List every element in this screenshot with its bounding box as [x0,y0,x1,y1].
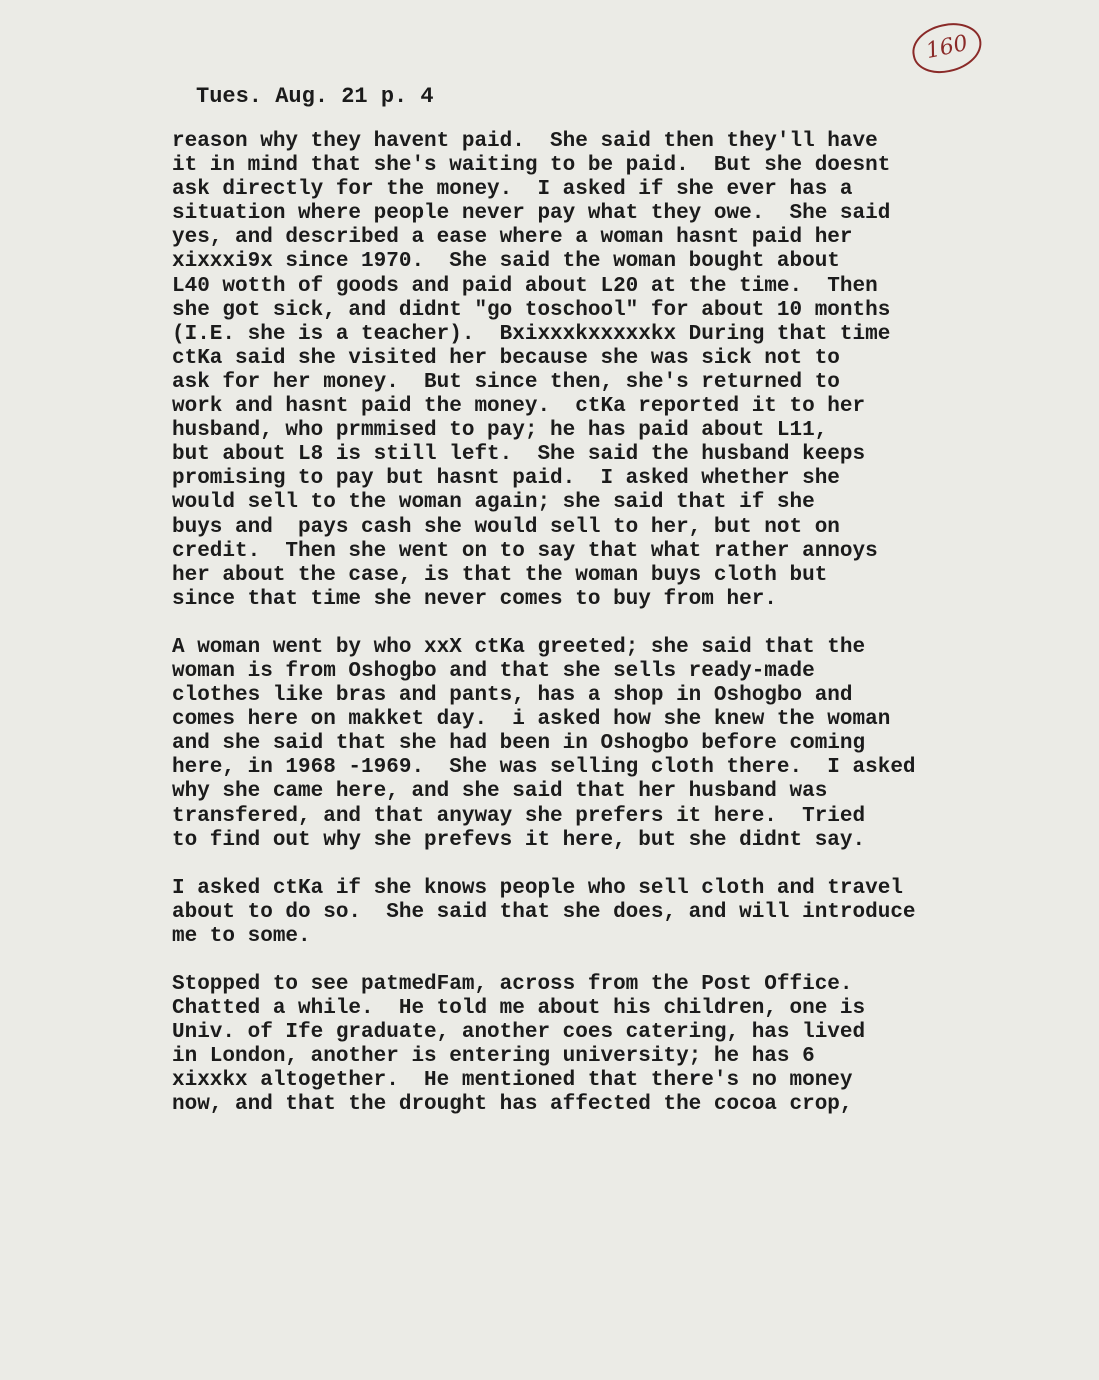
text-line: transfered, and that anyway she prefers it here. Tried [172,804,866,828]
text-line: she got sick, and didnt "go toschool" for about 10 months [172,298,891,322]
text-line: since that time she never comes to buy from her. [172,587,777,611]
text-line: Univ. of Ife graduate, another coes catering, has lived [172,1021,866,1045]
text-line: Stopped to see patmedFam, across from the Post Office. [172,973,853,996]
text-line: (I.E. she is a teacher). Bxixxxkxxxxxkx During that time [172,322,891,346]
text-line: I asked ctKa if she knows people who sell cloth and travel [172,876,903,900]
text-line: promising to pay but hasnt paid. I asked whether she [172,467,840,491]
text-line: yes, and described a ease where a woman hasnt paid her [172,226,853,250]
text-line: ask for her money. But since then, she's returned to [172,370,840,394]
text-line: xixxkx altogether. He mentioned that there's no money [172,1069,853,1093]
text-line: xixxxi9x since 1970. She said the woman bought about [172,250,840,274]
text-line: and she said that she had been in Oshogbo before coming [172,732,866,756]
text-line: clothes like bras and pants, has a shop in Oshogbo and [172,684,853,708]
text-line: work and hasnt paid the money. ctKa reported it to her [172,395,866,419]
text-line: L40 wotth of goods and paid about L20 at the time. Then [172,274,878,298]
text-line: woman is from Oshogbo and that she sells ready-made [172,659,815,683]
text-line: it in mind that she's waiting to be paid. But she doesnt [172,154,891,178]
text-line: me to some. [172,924,311,948]
handwritten-page-number: 160 [908,17,986,79]
text-line: reason why they havent paid. She said then they'll have [172,130,878,153]
date-header: Tues. Aug. 21 p. 4 [196,84,434,109]
text-line: credit. Then she went on to say that what rather annoys [172,539,878,563]
typed-body [172,130,1052,1142]
text-line: ctKa said she visited her because she was sick not to [172,346,840,370]
paragraph [172,130,1052,612]
text-line: her about the case, is that the woman buys cloth but [172,563,828,587]
text-line: in London, another is entering university; he has 6 [172,1045,815,1069]
text-line: husband, who prmmised to pay; he has paid about L11, [172,419,828,443]
text-line: Chatted a while. He told me about his children, one is [172,997,866,1021]
paragraph [172,877,1052,949]
text-line: about to do so. She said that she does, and will introduce [172,900,916,924]
text-line: but about L8 is still left. She said the husband keeps [172,443,866,467]
text-line: A woman went by who xxX ctKa greeted; she said that the [172,635,866,659]
text-line: ask directly for the money. I asked if she ever has a [172,178,853,202]
text-line: now, and that the drought has affected the cocoa crop, [172,1093,853,1117]
text-line: comes here on makket day. i asked how she knew the woman [172,708,891,732]
text-line: would sell to the woman again; she said that if she [172,491,815,515]
text-line: situation where people never pay what they owe. She said [172,202,891,226]
paragraph [172,636,1052,853]
text-line: here, in 1968 -1969. She was selling cloth there. I asked [172,756,916,780]
text-line: buys and pays cash she would sell to her, but not on [172,515,840,539]
text-line: why she came here, and she said that her husband was [172,780,828,804]
paragraph [172,973,1052,1118]
text-line: to find out why she prefevs it here, but she didnt say. [172,828,866,852]
